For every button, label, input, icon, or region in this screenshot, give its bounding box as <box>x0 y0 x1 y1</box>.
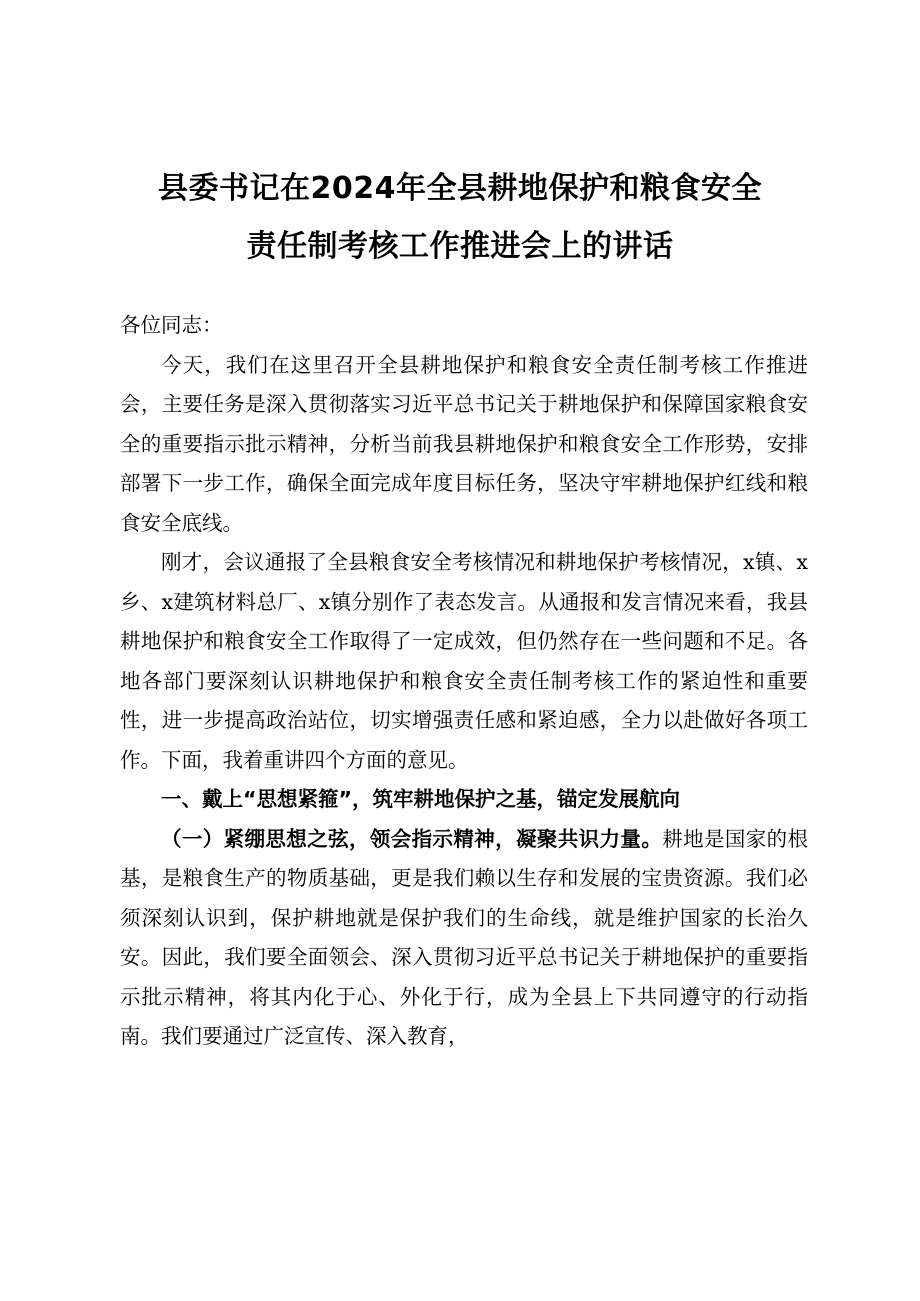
paragraph-opening: 今天，我们在这里召开全县耕地保护和粮食安全责任制考核工作推进会，主要任务是深入贯彻落实习近平总书记关于耕地保护和保障国家粮食安全的重要指示批示精神，分析当前我县耕地保护和粮食安全工作形势，安排部署下一步工作，确保全面完成年度目标任务，坚决守牢耕地保护红线和粮食安全底线。 <box>120 352 808 535</box>
salutation: 各位同志： <box>120 313 223 337</box>
title-line-2: 责任制考核工作推进会上的讲话 <box>246 229 674 264</box>
document-title <box>110 160 810 276</box>
paragraph-summary: 刚才，会议通报了全县粮食安全考核情况和耕地保护考核情况，x镇、x乡、x建筑材料总厂、x镇分别作了表态发言。从通报和发言情况来看，我县耕地保护和粮食安全工作取得了一定成效，但仍然存在一些问题和不足。各地各部门要深刻认识耕地保护和粮食安全责任制考核工作的紧迫性和重要性，进一步提高政治站位，切实增强责任感和紧迫感，全力以赴做好各项工作。下面，我着重讲四个方面的意见。 <box>120 550 808 772</box>
subsection-heading-1: （一）紧绷思想之弦，领会指示精神，凝聚共识力量。 <box>161 826 663 851</box>
subsection-paragraph-1 <box>120 820 808 1057</box>
document-body <box>120 306 808 1057</box>
section-heading-1: 一、戴上“思想紧箍”，筑牢耕地保护之基，锚定发展航向 <box>161 787 680 811</box>
subsection-text-1: 耕地是国家的根基，是粮食生产的物质基础，更是我们赖以生存和发展的宝贵资源。我们必须深刻认识到，保护耕地就是保护我们的生命线，就是维护国家的长治久安。因此，我们要全面领会、深入贯彻习近平总书记关于耕地保护的重要指示批示精神，将其内化于心、外化于行，成为全县上下共同遵守的行动指南。我们要通过广泛宣传、深入教育， <box>120 826 809 1048</box>
title-line-1: 县委书记在2024年全县耕地保护和粮食安全 <box>158 171 762 206</box>
